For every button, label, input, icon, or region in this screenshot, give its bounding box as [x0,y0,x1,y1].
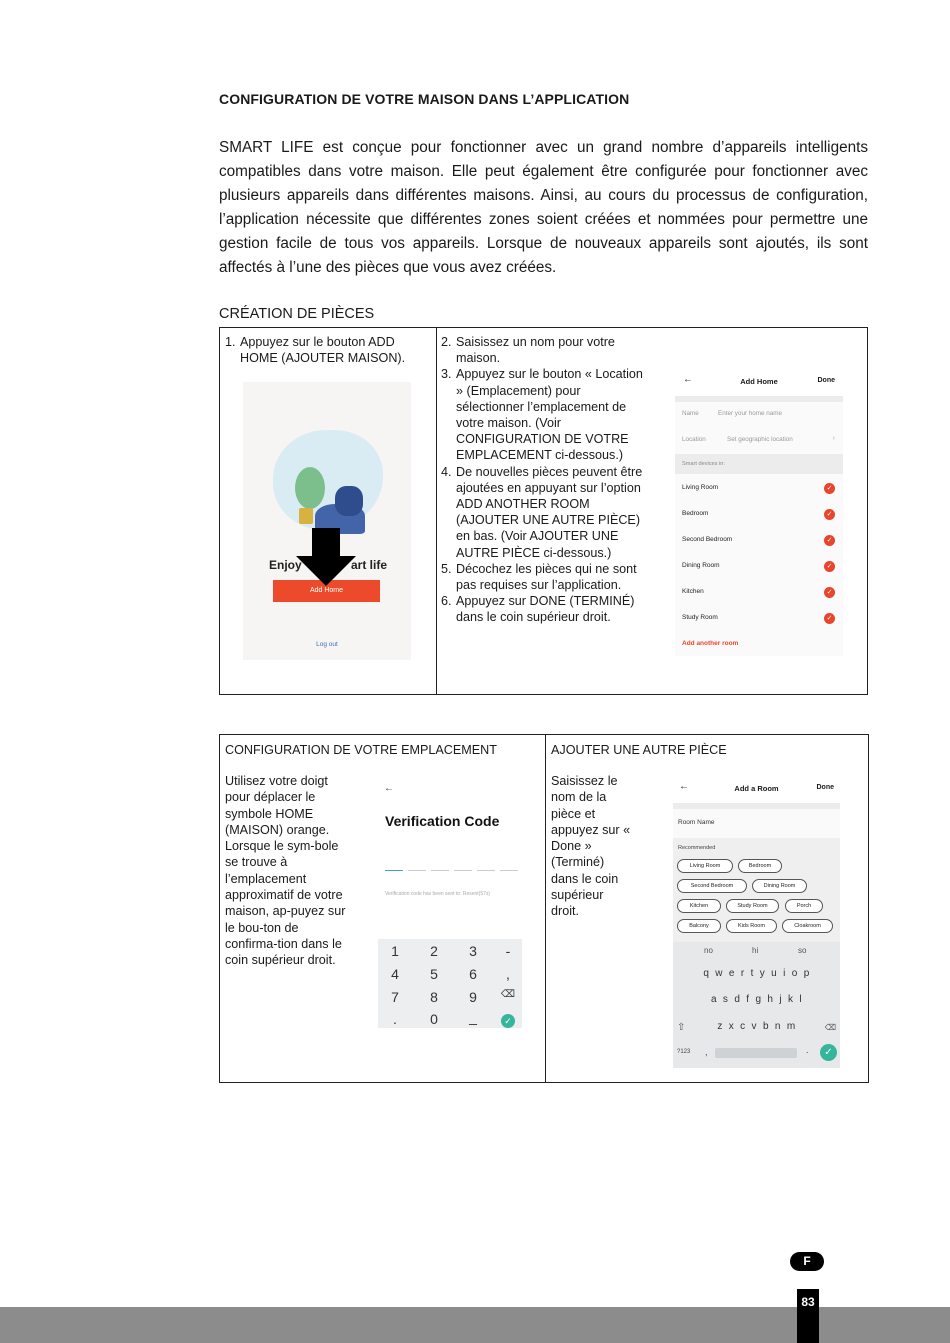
step-list-left [225,334,430,366]
section-heading: CONFIGURATION DE VOTRE MAISON DANS L’APPLICATION [219,91,630,107]
key[interactable]: 8 [430,989,438,1005]
room-chip[interactable]: Study Room [726,899,779,913]
room-chip[interactable]: Kitchen [677,899,721,913]
enter-check-icon[interactable]: ✓ [820,1044,837,1061]
back-arrow-icon[interactable]: ← [683,374,693,385]
code-digit-field[interactable] [385,870,403,871]
step-item: 6. Appuyez sur DONE (TERMINÉ) dans le coin supérieur droit. [441,594,635,625]
key[interactable]: _ [469,1009,477,1025]
check-icon[interactable]: ✓ [824,561,835,572]
recommended-label: Recommended [678,845,716,851]
period-key[interactable]: . [806,1045,809,1055]
code-digit-field[interactable] [431,870,449,871]
phone-title: Add a Room [734,784,779,793]
person-illustration [335,486,363,516]
intro-paragraph: SMART LIFE est conçue pour fonctionner avec un grand nombre d’appareils intelligents compatibles dans votre maison. Elle peut également être configurée pour fonctionner avec plusieurs appareils dans différentes maisons. Ainsi, au cours du processus de configuration, l’application nécessite que différentes zones soient créées et nommées pour permettre une gestion facile de tous vos appareils. Lorsque de nouveaux appareils sont ajoutés, ils sont affectés à l’une des pièces que vous avez créées. [219,139,868,276]
name-input[interactable]: Enter your home name [718,410,783,417]
back-arrow-icon[interactable]: ← [384,783,394,794]
step-item: 3. Appuyez sur le bouton « Location » (Emplacement) pour sélectionner l’emplacement de votre maison. (Voir CONFIGURATION DE VOTRE EMPLACEMENT ci-dessous.) [441,367,643,463]
separator [675,396,843,402]
phone-title: Add Home [740,377,778,386]
check-icon[interactable]: ✓ [824,535,835,546]
suggestion[interactable]: so [798,946,807,955]
separator [673,803,840,809]
step-item: 5. Décochez les pièces qui ne sont pas requises sur l’application. [441,561,637,593]
key[interactable]: . [393,1011,397,1027]
check-icon[interactable]: ✓ [824,509,835,520]
logout-link[interactable]: Log out [316,641,338,648]
location-label: Location [682,436,706,443]
location-field[interactable]: Set geographic location [727,436,793,443]
comma-key[interactable]: , [705,1047,708,1057]
code-digit-field[interactable] [408,870,426,871]
suggestion[interactable]: hi [752,946,759,955]
code-digit-field[interactable] [477,870,495,871]
room-chip[interactable]: Dining Room [752,879,807,893]
smart-devices-label: Smart devices in: [675,454,843,474]
enjoy-text-left: Enjoy [269,558,302,572]
plant-illustration [295,467,325,509]
enjoy-text-right: art life [351,558,388,572]
keyboard-row[interactable]: qwertyuiop [703,968,816,979]
arrow-head-icon [296,556,356,586]
phone-welcome-screenshot [243,382,411,660]
key[interactable]: 5 [430,966,438,982]
shift-icon[interactable]: ⇧ [677,1022,686,1033]
room-chip[interactable]: Porch [785,899,823,913]
phone-verification-screenshot [378,773,522,1028]
rooms-section-title: CRÉATION DE PIÈCES [219,306,375,322]
another-room-section-title: AJOUTER UNE AUTRE PIÈCE [551,743,727,757]
keyboard-row[interactable]: asdfghjkl [710,994,809,1005]
check-icon[interactable]: ✓ [824,613,835,624]
key[interactable]: 0 [430,1011,438,1027]
room-item: Living Room [682,484,719,491]
step-item: 1. Appuyez sur le bouton ADD HOME (AJOUTER MAISON). [225,335,406,366]
step-list-right [441,334,651,626]
step-item: 2. Saisissez un nom pour votre maison. [441,335,615,366]
code-digit-field[interactable] [454,870,472,871]
table-divider [545,735,546,1082]
name-label: Name [682,410,699,417]
room-chip[interactable]: Living Room [677,859,733,873]
check-icon[interactable]: ✓ [824,587,835,598]
key[interactable]: , [506,966,510,982]
another-room-instructions: Saisissez le nom de la pièce et appuyez sur « Done » (Terminé) dans le coin supérieur droit. [551,774,631,919]
key[interactable]: 3 [469,943,477,959]
pot-illustration [299,508,313,524]
arrow-down-icon [312,528,340,558]
code-digit-field[interactable] [500,870,518,871]
room-item: Bedroom [682,510,709,517]
room-chip[interactable]: Cloakroom [782,919,833,933]
room-item: Kitchen [682,588,704,595]
room-item: Second Bedroom [682,536,733,543]
chevron-right-icon: › [832,435,835,442]
step-item: 4. De nouvelles pièces peuvent être ajoutées en appuyant sur l’option ADD ANOTHER ROOM (AJOUTER UNE AUTRE PIÈCE) en bas. (Voir AJOUTER UNE AUTRE PIÈCE ci-dessous.) [441,464,643,560]
room-item: Dining Room [682,562,720,569]
room-chip[interactable]: Bedroom [738,859,782,873]
symbols-key[interactable]: ?123 [677,1049,691,1055]
location-instructions: Utilisez votre doigt pour déplacer le symbole HOME (MAISON) orange. Lorsque le sym-bole se trouve à l’emplacement approximatif de votre maison, ap-puyez sur le bou-ton de confirma-tion dans le coin supérieur droit. [225,774,346,968]
key[interactable]: 2 [430,943,438,959]
keyboard-row[interactable]: zxcvbnm [717,1021,802,1032]
key[interactable]: 9 [469,989,477,1005]
suggestion[interactable]: no [704,946,713,955]
key[interactable]: 1 [391,943,399,959]
room-chip[interactable]: Second Bedroom [677,879,747,893]
space-key[interactable] [715,1048,797,1058]
location-section-title: CONFIGURATION DE VOTRE EMPLACEMENT [225,743,497,757]
table-divider [436,328,437,694]
key[interactable]: 4 [391,966,399,982]
phone-add-room-screenshot [673,773,840,1068]
verification-hint: Verification code has been sent to: Resent(57s) [385,891,491,897]
key[interactable]: 6 [469,966,477,982]
page-number: 83 [797,1289,819,1343]
verification-title: Verification Code [385,813,500,829]
room-chip[interactable]: Balcony [677,919,721,933]
done-button[interactable]: Done [816,784,834,791]
backspace-icon[interactable]: ⌫ [824,1023,836,1032]
language-badge: F [790,1252,824,1271]
key[interactable]: 7 [391,989,399,1005]
add-home-button[interactable]: Add Home [273,580,380,602]
room-item: Study Room [682,614,718,621]
phone-add-home-screenshot [675,368,843,656]
backspace-icon[interactable]: ⌫ [500,989,516,1000]
back-arrow-icon[interactable]: ← [679,781,689,792]
done-button[interactable]: Done [817,377,835,384]
check-icon[interactable]: ✓ [824,483,835,494]
room-chip[interactable]: Kids Room [726,919,777,933]
key[interactable]: - [505,943,511,959]
confirm-check-icon[interactable]: ✓ [501,1014,515,1028]
add-another-room-link[interactable]: Add another room [682,640,739,647]
room-name-input[interactable]: Room Name [678,819,715,826]
